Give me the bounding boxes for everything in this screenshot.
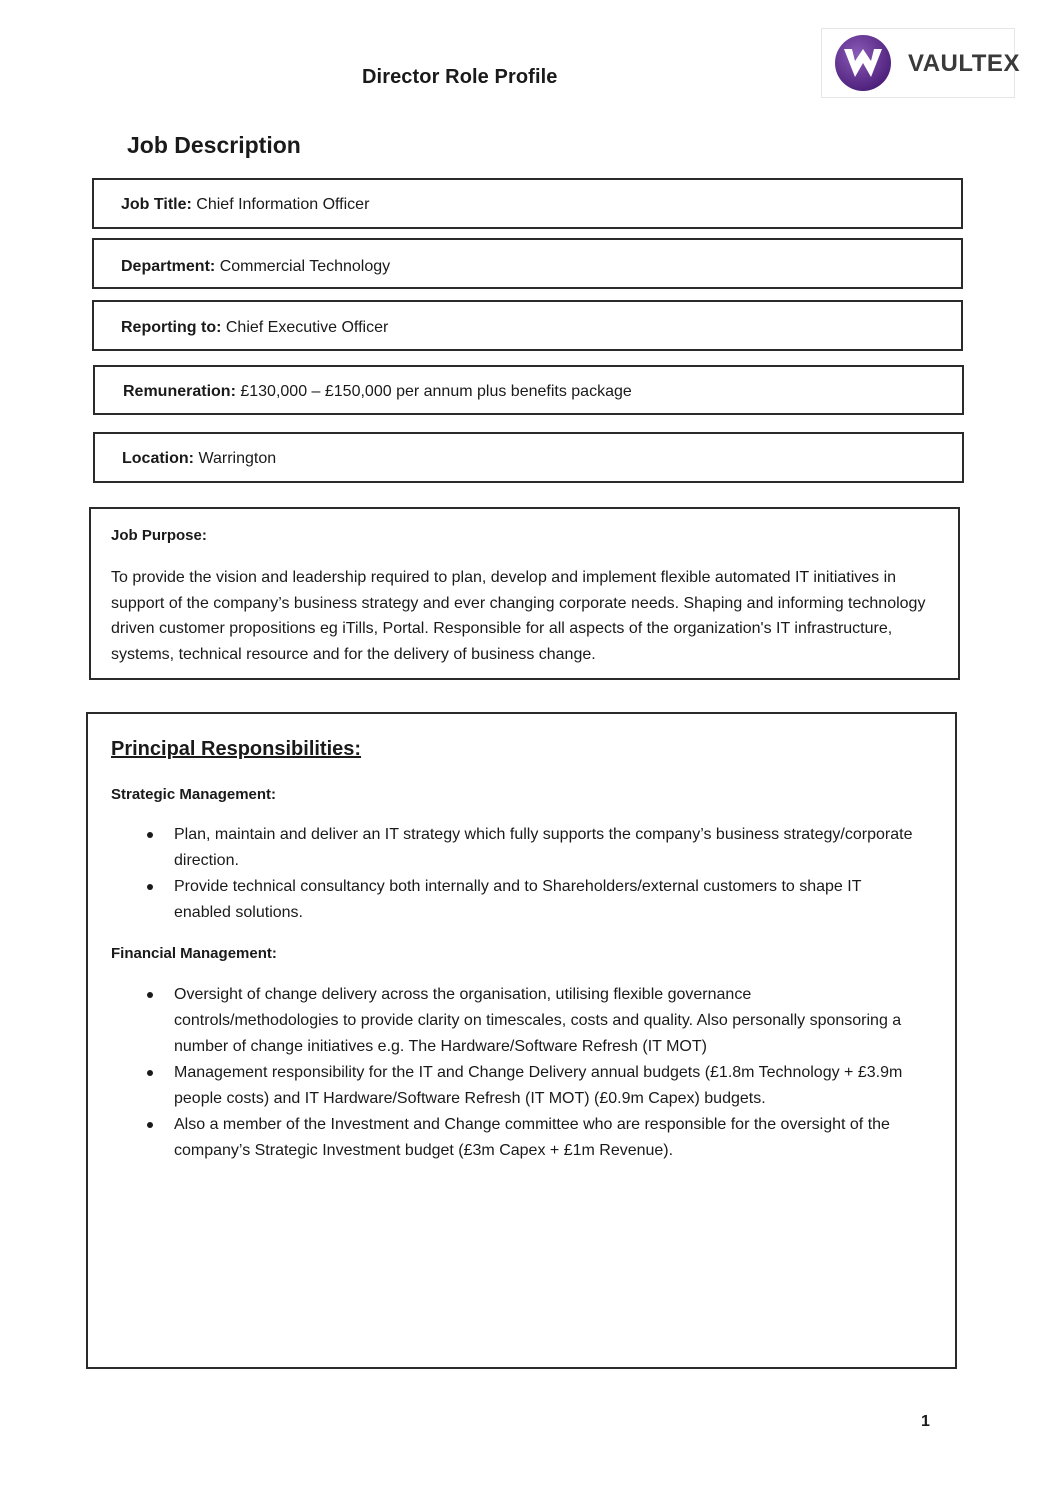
vaultex-logo — [821, 28, 1020, 98]
financial-management-heading: Financial Management: — [111, 945, 277, 962]
location-value: Warrington — [198, 450, 277, 467]
page-number: 1 — [921, 1413, 930, 1430]
list-item-text: Oversight of change delivery across the organisation, utilising flexible governance controls/methodologies to provide clarity on timescales, costs and quality. Also personally sponsoring a number of change initiatives e.g. The Hardware/Software Refresh (IT MOT) — [174, 986, 902, 1055]
list-item — [174, 1112, 914, 1164]
logo-wordmark: VAULTEX — [908, 50, 1020, 77]
financial-management-list — [174, 982, 914, 1164]
responsibilities-box — [86, 712, 957, 1369]
strategic-management-heading: Strategic Management: — [111, 786, 277, 803]
bullet-icon — [147, 884, 153, 890]
bullet-icon — [147, 832, 153, 838]
vaultex-logo-icon — [828, 33, 898, 93]
reporting-to-box — [92, 300, 963, 351]
reporting-to-label: Reporting to: — [121, 319, 222, 336]
remuneration-value: £130,000 – £150,000 per annum plus benefits package — [240, 383, 632, 400]
responsibilities-title: Principal Responsibilities: — [111, 738, 362, 760]
bullet-icon — [147, 992, 153, 998]
job-title-box — [92, 178, 963, 229]
list-item — [174, 822, 914, 874]
location-box — [93, 432, 964, 483]
bullet-icon — [147, 1070, 153, 1076]
list-item-text: Plan, maintain and deliver an IT strategy which fully supports the company’s business strategy/corporate direction. — [174, 826, 913, 869]
list-item-text: Provide technical consultancy both internally and to Shareholders/external customers to shape IT enabled solutions. — [174, 878, 862, 921]
department-label: Department: — [121, 258, 216, 275]
remuneration-box — [93, 365, 964, 415]
list-item — [174, 1060, 914, 1112]
job-title-label: Job Title: — [121, 196, 192, 213]
department-value: Commercial Technology — [219, 258, 391, 275]
remuneration-label: Remuneration: — [123, 383, 236, 400]
job-purpose-label: Job Purpose: — [111, 527, 207, 544]
job-purpose-text: To provide the vision and leadership required to plan, develop and implement flexible automated IT initiatives in support of the company’s business strategy and ever changing corporate needs. Shaping and informing technology driven customer propositions eg iTills, Portal. Responsible for all aspects of the organization's IT infrastructure, systems, technical resource and for the delivery of business change. — [111, 569, 926, 663]
list-item — [174, 874, 914, 926]
job-title-value: Chief Information Officer — [196, 196, 370, 213]
location-label: Location: — [122, 450, 194, 467]
list-item-text: Also a member of the Investment and Change committee who are responsible for the oversight of the company’s Strategic Investment budget (£3m Capex + £1m Revenue). — [174, 1116, 890, 1159]
job-purpose-box — [89, 507, 960, 680]
bullet-icon — [147, 1122, 153, 1128]
department-box — [92, 238, 963, 289]
list-item-text: Management responsibility for the IT and Change Delivery annual budgets (£1.8m Technology + £3.9m people costs) and IT Hardware/Software Refresh (IT MOT) (£0.9m Capex) budgets. — [174, 1064, 903, 1107]
section-heading: Job Description — [127, 132, 301, 158]
strategic-management-list — [174, 822, 914, 926]
document-title: Director Role Profile — [362, 66, 558, 88]
reporting-to-value: Chief Executive Officer — [225, 319, 389, 336]
list-item — [174, 982, 914, 1060]
